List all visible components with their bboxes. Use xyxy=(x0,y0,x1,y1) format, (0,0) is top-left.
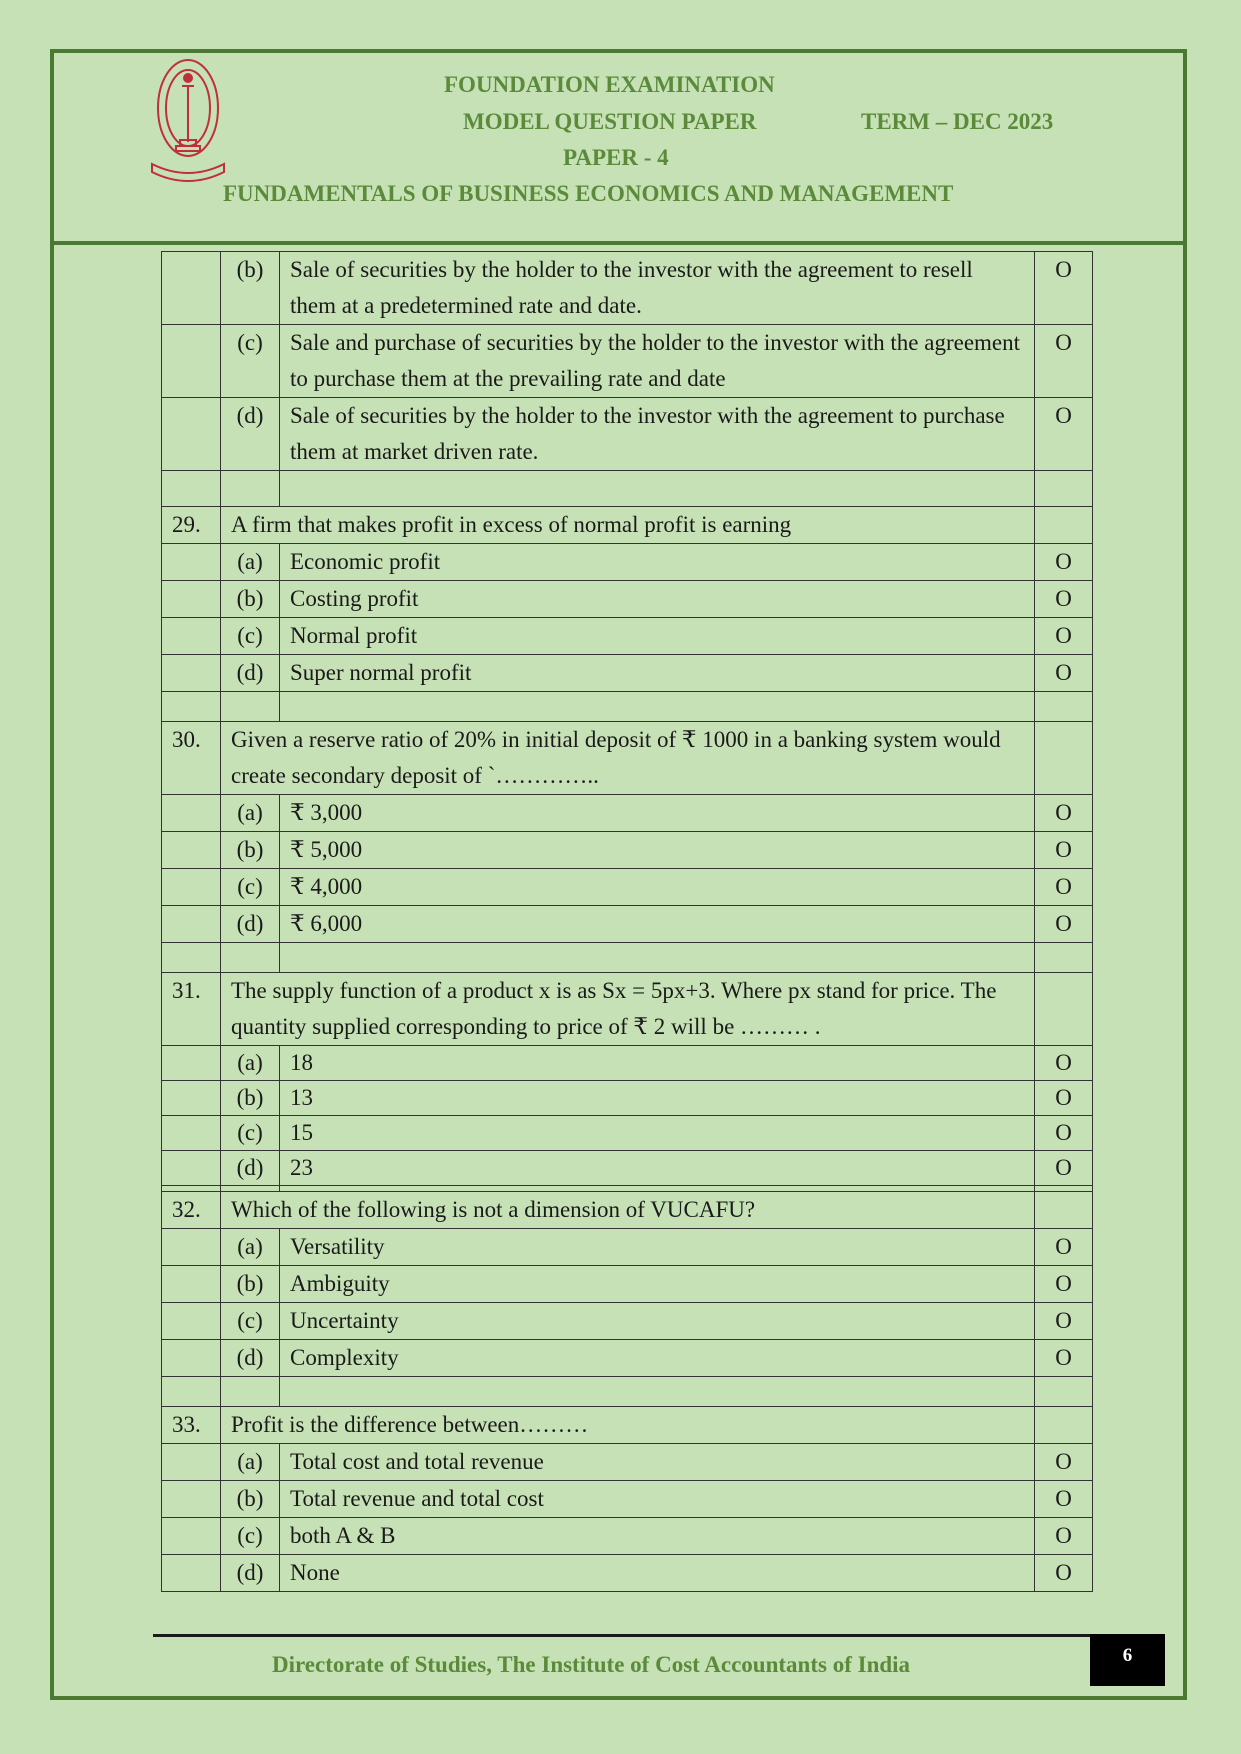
option-text: 23 xyxy=(280,1151,1035,1186)
answer-circle[interactable]: O xyxy=(1035,832,1093,869)
option-label: (d) xyxy=(221,1151,280,1186)
option-label: (b) xyxy=(221,1481,280,1518)
option-row xyxy=(162,655,1093,692)
option-label: (c) xyxy=(221,1303,280,1340)
answer-circle[interactable]: O xyxy=(1035,618,1093,655)
option-row xyxy=(162,1081,1093,1116)
option-text: Sale and purchase of securities by the holder to the investor with the agreement to purchase them at the prevailing rate and date xyxy=(280,325,1035,398)
question-number: 33. xyxy=(162,1407,221,1444)
option-text: both A & B xyxy=(280,1518,1035,1555)
answer-circle[interactable]: O xyxy=(1035,795,1093,832)
answer-circle[interactable]: O xyxy=(1035,1229,1093,1266)
option-label: (a) xyxy=(221,795,280,832)
option-row xyxy=(162,325,1093,398)
question-number: 29. xyxy=(162,507,221,544)
option-label: (c) xyxy=(221,618,280,655)
option-text: Normal profit xyxy=(280,618,1035,655)
term-label: TERM – DEC 2023 xyxy=(861,109,1054,134)
option-text: Sale of securities by the holder to the investor with the agreement to purchase them at market driven rate. xyxy=(280,398,1035,471)
question-table xyxy=(161,251,1093,1592)
option-label: (b) xyxy=(221,252,280,325)
answer-circle[interactable]: O xyxy=(1035,906,1093,943)
spacer-row xyxy=(162,943,1093,973)
header-divider xyxy=(50,241,1187,245)
option-row xyxy=(162,1518,1093,1555)
paper-type: MODEL QUESTION PAPER xyxy=(463,109,757,134)
answer-circle[interactable]: O xyxy=(1035,398,1093,471)
subject-title: FUNDAMENTALS OF BUSINESS ECONOMICS AND MANAGEMENT xyxy=(223,181,954,206)
answer-circle[interactable]: O xyxy=(1035,325,1093,398)
question-text: Which of the following is not a dimension of VUCAFU? xyxy=(221,1192,1035,1229)
spacer-row xyxy=(162,1377,1093,1407)
option-row xyxy=(162,398,1093,471)
answer-circle[interactable]: O xyxy=(1035,1266,1093,1303)
answer-circle[interactable]: O xyxy=(1035,1151,1093,1186)
answer-circle[interactable]: O xyxy=(1035,1555,1093,1592)
question-row xyxy=(162,507,1093,544)
option-text: Sale of securities by the holder to the investor with the agreement to resell them at a predetermined rate and date. xyxy=(280,252,1035,325)
option-text: Versatility xyxy=(280,1229,1035,1266)
option-label: (d) xyxy=(221,906,280,943)
option-label: (d) xyxy=(221,655,280,692)
option-label: (d) xyxy=(221,398,280,471)
question-row xyxy=(162,973,1093,1046)
option-label: (c) xyxy=(221,869,280,906)
option-label: (a) xyxy=(221,1444,280,1481)
question-number: 30. xyxy=(162,722,221,795)
option-row xyxy=(162,1303,1093,1340)
option-text: ₹ 6,000 xyxy=(280,906,1035,943)
option-row xyxy=(162,1266,1093,1303)
question-row xyxy=(162,1407,1093,1444)
institute-seal-icon xyxy=(148,56,228,184)
option-row xyxy=(162,1046,1093,1081)
option-label: (b) xyxy=(221,1266,280,1303)
option-label: (c) xyxy=(221,1518,280,1555)
question-number: 32. xyxy=(162,1192,221,1229)
answer-circle[interactable]: O xyxy=(1035,544,1093,581)
answer-circle[interactable]: O xyxy=(1035,1046,1093,1081)
option-label: (c) xyxy=(221,1116,280,1151)
footer-divider xyxy=(153,1634,1091,1637)
answer-circle[interactable]: O xyxy=(1035,1303,1093,1340)
spacer-row xyxy=(162,692,1093,722)
answer-circle[interactable]: O xyxy=(1035,1340,1093,1377)
option-text: Costing profit xyxy=(280,581,1035,618)
option-label: (a) xyxy=(221,1229,280,1266)
option-label: (d) xyxy=(221,1340,280,1377)
option-row xyxy=(162,795,1093,832)
option-row xyxy=(162,581,1093,618)
answer-circle[interactable]: O xyxy=(1035,1081,1093,1116)
option-row xyxy=(162,1340,1093,1377)
option-row xyxy=(162,1229,1093,1266)
option-text: Complexity xyxy=(280,1340,1035,1377)
option-row xyxy=(162,869,1093,906)
option-label: (c) xyxy=(221,325,280,398)
answer-circle[interactable]: O xyxy=(1035,1116,1093,1151)
answer-circle[interactable]: O xyxy=(1035,1444,1093,1481)
question-text: Profit is the difference between……… xyxy=(221,1407,1035,1444)
option-text: 13 xyxy=(280,1081,1035,1116)
option-text: 18 xyxy=(280,1046,1035,1081)
answer-circle[interactable]: O xyxy=(1035,1518,1093,1555)
option-text: Total revenue and total cost xyxy=(280,1481,1035,1518)
page-number: 6 xyxy=(1090,1634,1165,1686)
option-text: ₹ 3,000 xyxy=(280,795,1035,832)
option-row xyxy=(162,618,1093,655)
footer-text: Directorate of Studies, The Institute of Cost Accountants of India xyxy=(272,1652,911,1677)
option-text: None xyxy=(280,1555,1035,1592)
option-row xyxy=(162,544,1093,581)
option-text: Economic profit xyxy=(280,544,1035,581)
option-row xyxy=(162,906,1093,943)
question-row xyxy=(162,722,1093,795)
paper-number: PAPER - 4 xyxy=(563,145,669,170)
question-row xyxy=(162,1192,1093,1229)
option-row xyxy=(162,252,1093,325)
exam-title: FOUNDATION EXAMINATION xyxy=(444,72,775,97)
option-text: ₹ 5,000 xyxy=(280,832,1035,869)
option-text: Ambiguity xyxy=(280,1266,1035,1303)
option-label: (b) xyxy=(221,581,280,618)
answer-circle[interactable]: O xyxy=(1035,869,1093,906)
answer-circle[interactable]: O xyxy=(1035,252,1093,325)
option-row xyxy=(162,1151,1093,1186)
option-row xyxy=(162,1116,1093,1151)
option-row xyxy=(162,1481,1093,1518)
spacer-row xyxy=(162,471,1093,507)
option-text: ₹ 4,000 xyxy=(280,869,1035,906)
question-number: 31. xyxy=(162,973,221,1046)
option-label: (a) xyxy=(221,1046,280,1081)
answer-circle[interactable]: O xyxy=(1035,655,1093,692)
answer-circle[interactable]: O xyxy=(1035,581,1093,618)
question-text: The supply function of a product x is as Sx = 5px+3. Where px stand for price. The quantity supplied corresponding to price of ₹ 2 will be ……… . xyxy=(221,973,1035,1046)
option-row xyxy=(162,832,1093,869)
option-label: (b) xyxy=(221,832,280,869)
option-text: Total cost and total revenue xyxy=(280,1444,1035,1481)
answer-circle[interactable]: O xyxy=(1035,1481,1093,1518)
question-text: Given a reserve ratio of 20% in initial deposit of ₹ 1000 in a banking system would create secondary deposit of `………….. xyxy=(221,722,1035,795)
option-text: 15 xyxy=(280,1116,1035,1151)
option-text: Uncertainty xyxy=(280,1303,1035,1340)
option-label: (b) xyxy=(221,1081,280,1116)
option-label: (d) xyxy=(221,1555,280,1592)
option-text: Super normal profit xyxy=(280,655,1035,692)
option-label: (a) xyxy=(221,544,280,581)
option-row xyxy=(162,1555,1093,1592)
question-text: A firm that makes profit in excess of normal profit is earning xyxy=(221,507,1035,544)
option-row xyxy=(162,1444,1093,1481)
